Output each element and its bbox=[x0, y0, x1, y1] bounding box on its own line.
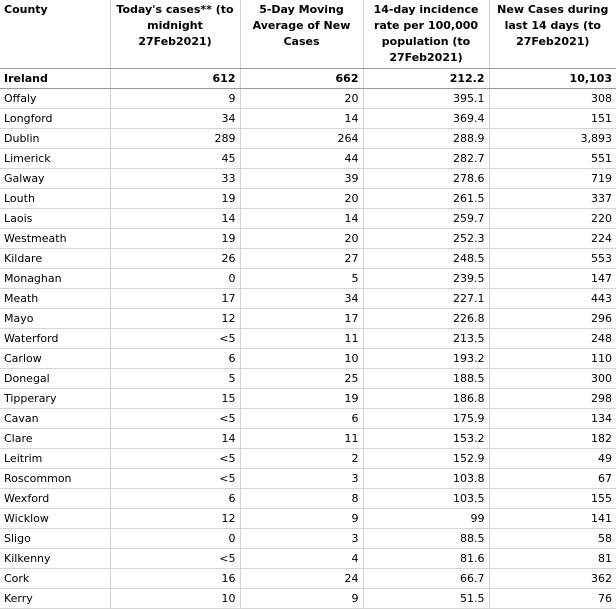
cell-county: Dublin bbox=[0, 129, 110, 149]
cell-5day-average: 6 bbox=[240, 409, 363, 429]
cell-14day-incidence: 227.1 bbox=[363, 289, 489, 309]
table-row bbox=[0, 489, 616, 509]
cell-5day-average: 3 bbox=[240, 529, 363, 549]
cell-5day-average: 27 bbox=[240, 249, 363, 269]
cell-14day-incidence: 186.8 bbox=[363, 389, 489, 409]
cell-14day-incidence: 278.6 bbox=[363, 169, 489, 189]
cell-county: Monaghan bbox=[0, 269, 110, 289]
cell-14day-new-cases: 151 bbox=[489, 109, 616, 129]
cell-14day-incidence: 103.8 bbox=[363, 469, 489, 489]
cell-todays-cases: 289 bbox=[110, 129, 240, 149]
cell-todays-cases: 19 bbox=[110, 189, 240, 209]
cell-14day-new-cases: 220 bbox=[489, 209, 616, 229]
header-todays-cases: Today's cases** (to midnight 27Feb2021) bbox=[110, 0, 240, 69]
cell-5day-average: 264 bbox=[240, 129, 363, 149]
header-14day-incidence: 14-day incidence rate per 100,000 population (to 27Feb2021) bbox=[363, 0, 489, 69]
cell-14day-new-cases: 134 bbox=[489, 409, 616, 429]
cell-todays-cases: 16 bbox=[110, 569, 240, 589]
cell-5day-average: 9 bbox=[240, 589, 363, 609]
cell-5day-average: 34 bbox=[240, 289, 363, 309]
cell-todays-cases: 6 bbox=[110, 489, 240, 509]
table-row bbox=[0, 349, 616, 369]
table-row bbox=[0, 189, 616, 209]
cell-county: Laois bbox=[0, 209, 110, 229]
cell-county: Tipperary bbox=[0, 389, 110, 409]
cell-14day-new-cases: 298 bbox=[489, 389, 616, 409]
table-row bbox=[0, 429, 616, 449]
cell-todays-cases: 14 bbox=[110, 429, 240, 449]
cell-14day-incidence: 248.5 bbox=[363, 249, 489, 269]
header-14day-new-cases: New Cases during last 14 days (to 27Feb2021) bbox=[489, 0, 616, 69]
header-5day-average: 5-Day Moving Average of New Cases bbox=[240, 0, 363, 69]
cell-county: Longford bbox=[0, 109, 110, 129]
cell-todays-cases: 33 bbox=[110, 169, 240, 189]
table-row bbox=[0, 329, 616, 349]
cell-14day-incidence: 369.4 bbox=[363, 109, 489, 129]
cell-todays-cases: 5 bbox=[110, 369, 240, 389]
cell-todays-cases: <5 bbox=[110, 409, 240, 429]
cell-todays-cases: 12 bbox=[110, 509, 240, 529]
cell-county: Ireland bbox=[0, 69, 110, 89]
cell-14day-new-cases: 248 bbox=[489, 329, 616, 349]
cell-14day-new-cases: 362 bbox=[489, 569, 616, 589]
cell-14day-new-cases: 308 bbox=[489, 89, 616, 109]
cell-5day-average: 44 bbox=[240, 149, 363, 169]
table-row bbox=[0, 569, 616, 589]
cell-county: Waterford bbox=[0, 329, 110, 349]
cell-5day-average: 8 bbox=[240, 489, 363, 509]
cell-14day-new-cases: 337 bbox=[489, 189, 616, 209]
cell-14day-incidence: 188.5 bbox=[363, 369, 489, 389]
cell-5day-average: 662 bbox=[240, 69, 363, 89]
table-row bbox=[0, 129, 616, 149]
cell-5day-average: 10 bbox=[240, 349, 363, 369]
table-row bbox=[0, 369, 616, 389]
cell-todays-cases: 34 bbox=[110, 109, 240, 129]
cell-todays-cases: 0 bbox=[110, 269, 240, 289]
cell-todays-cases: 10 bbox=[110, 589, 240, 609]
cell-14day-new-cases: 67 bbox=[489, 469, 616, 489]
cell-todays-cases: 9 bbox=[110, 89, 240, 109]
cell-county: Cavan bbox=[0, 409, 110, 429]
table-row bbox=[0, 229, 616, 249]
cell-todays-cases: 12 bbox=[110, 309, 240, 329]
cell-14day-incidence: 153.2 bbox=[363, 429, 489, 449]
cell-14day-incidence: 259.7 bbox=[363, 209, 489, 229]
table-row bbox=[0, 389, 616, 409]
cell-5day-average: 5 bbox=[240, 269, 363, 289]
table-row bbox=[0, 269, 616, 289]
cell-5day-average: 20 bbox=[240, 229, 363, 249]
table-row bbox=[0, 249, 616, 269]
table-row bbox=[0, 469, 616, 489]
cell-14day-new-cases: 141 bbox=[489, 509, 616, 529]
table-row bbox=[0, 509, 616, 529]
cell-14day-incidence: 88.5 bbox=[363, 529, 489, 549]
cell-14day-new-cases: 81 bbox=[489, 549, 616, 569]
cell-5day-average: 24 bbox=[240, 569, 363, 589]
table-header bbox=[0, 0, 616, 69]
cell-5day-average: 14 bbox=[240, 109, 363, 129]
cell-14day-new-cases: 110 bbox=[489, 349, 616, 369]
table-row bbox=[0, 409, 616, 429]
cell-county: Galway bbox=[0, 169, 110, 189]
cell-5day-average: 2 bbox=[240, 449, 363, 469]
cell-todays-cases: <5 bbox=[110, 449, 240, 469]
cell-county: Kilkenny bbox=[0, 549, 110, 569]
cell-14day-incidence: 252.3 bbox=[363, 229, 489, 249]
cell-14day-new-cases: 551 bbox=[489, 149, 616, 169]
cell-14day-new-cases: 553 bbox=[489, 249, 616, 269]
cell-14day-incidence: 66.7 bbox=[363, 569, 489, 589]
cell-todays-cases: 6 bbox=[110, 349, 240, 369]
cell-county: Louth bbox=[0, 189, 110, 209]
cell-14day-incidence: 103.5 bbox=[363, 489, 489, 509]
cell-14day-incidence: 152.9 bbox=[363, 449, 489, 469]
table-row bbox=[0, 289, 616, 309]
cell-14day-new-cases: 155 bbox=[489, 489, 616, 509]
cell-5day-average: 11 bbox=[240, 429, 363, 449]
table-row bbox=[0, 589, 616, 609]
cell-county: Donegal bbox=[0, 369, 110, 389]
cell-5day-average: 17 bbox=[240, 309, 363, 329]
cell-5day-average: 9 bbox=[240, 509, 363, 529]
table-body bbox=[0, 69, 616, 609]
table-row bbox=[0, 109, 616, 129]
cell-14day-new-cases: 10,103 bbox=[489, 69, 616, 89]
cell-14day-incidence: 212.2 bbox=[363, 69, 489, 89]
cell-county: Clare bbox=[0, 429, 110, 449]
cell-county: Meath bbox=[0, 289, 110, 309]
cell-14day-incidence: 239.5 bbox=[363, 269, 489, 289]
cell-county: Cork bbox=[0, 569, 110, 589]
header-county: County bbox=[0, 0, 110, 69]
cell-todays-cases: <5 bbox=[110, 329, 240, 349]
cell-14day-incidence: 288.9 bbox=[363, 129, 489, 149]
cell-14day-incidence: 226.8 bbox=[363, 309, 489, 329]
cell-14day-new-cases: 3,893 bbox=[489, 129, 616, 149]
cell-todays-cases: 26 bbox=[110, 249, 240, 269]
cell-14day-new-cases: 296 bbox=[489, 309, 616, 329]
cell-county: Wicklow bbox=[0, 509, 110, 529]
cell-14day-new-cases: 719 bbox=[489, 169, 616, 189]
cell-14day-new-cases: 300 bbox=[489, 369, 616, 389]
cell-todays-cases: 15 bbox=[110, 389, 240, 409]
cell-county: Wexford bbox=[0, 489, 110, 509]
cell-14day-incidence: 213.5 bbox=[363, 329, 489, 349]
table-row bbox=[0, 549, 616, 569]
table-row bbox=[0, 89, 616, 109]
cell-county: Leitrim bbox=[0, 449, 110, 469]
cell-todays-cases: <5 bbox=[110, 469, 240, 489]
cell-14day-new-cases: 76 bbox=[489, 589, 616, 609]
table-row bbox=[0, 529, 616, 549]
cell-todays-cases: 19 bbox=[110, 229, 240, 249]
cell-14day-new-cases: 182 bbox=[489, 429, 616, 449]
table-row bbox=[0, 209, 616, 229]
cell-5day-average: 4 bbox=[240, 549, 363, 569]
cell-14day-incidence: 395.1 bbox=[363, 89, 489, 109]
cell-5day-average: 19 bbox=[240, 389, 363, 409]
cell-todays-cases: 612 bbox=[110, 69, 240, 89]
cell-14day-new-cases: 224 bbox=[489, 229, 616, 249]
cell-14day-incidence: 81.6 bbox=[363, 549, 489, 569]
cell-14day-new-cases: 443 bbox=[489, 289, 616, 309]
table-row bbox=[0, 149, 616, 169]
table-row bbox=[0, 309, 616, 329]
cell-county: Roscommon bbox=[0, 469, 110, 489]
cell-5day-average: 20 bbox=[240, 189, 363, 209]
cell-county: Mayo bbox=[0, 309, 110, 329]
cell-14day-incidence: 261.5 bbox=[363, 189, 489, 209]
header-row bbox=[0, 0, 616, 69]
cell-14day-new-cases: 49 bbox=[489, 449, 616, 469]
cell-5day-average: 25 bbox=[240, 369, 363, 389]
cell-county: Carlow bbox=[0, 349, 110, 369]
cell-14day-incidence: 99 bbox=[363, 509, 489, 529]
cell-todays-cases: 14 bbox=[110, 209, 240, 229]
cell-todays-cases: <5 bbox=[110, 549, 240, 569]
table-row bbox=[0, 169, 616, 189]
cell-5day-average: 20 bbox=[240, 89, 363, 109]
cell-county: Kerry bbox=[0, 589, 110, 609]
cell-5day-average: 11 bbox=[240, 329, 363, 349]
table-row bbox=[0, 449, 616, 469]
cell-county: Limerick bbox=[0, 149, 110, 169]
cell-5day-average: 14 bbox=[240, 209, 363, 229]
cell-14day-incidence: 193.2 bbox=[363, 349, 489, 369]
cell-county: Westmeath bbox=[0, 229, 110, 249]
cell-5day-average: 3 bbox=[240, 469, 363, 489]
cell-county: Sligo bbox=[0, 529, 110, 549]
cell-14day-incidence: 51.5 bbox=[363, 589, 489, 609]
cell-14day-incidence: 282.7 bbox=[363, 149, 489, 169]
cell-14day-incidence: 175.9 bbox=[363, 409, 489, 429]
cell-todays-cases: 45 bbox=[110, 149, 240, 169]
cell-county: Kildare bbox=[0, 249, 110, 269]
cell-14day-new-cases: 147 bbox=[489, 269, 616, 289]
total-row-ireland bbox=[0, 69, 616, 89]
cell-todays-cases: 0 bbox=[110, 529, 240, 549]
cell-5day-average: 39 bbox=[240, 169, 363, 189]
cell-todays-cases: 17 bbox=[110, 289, 240, 309]
cell-14day-new-cases: 58 bbox=[489, 529, 616, 549]
cell-county: Offaly bbox=[0, 89, 110, 109]
